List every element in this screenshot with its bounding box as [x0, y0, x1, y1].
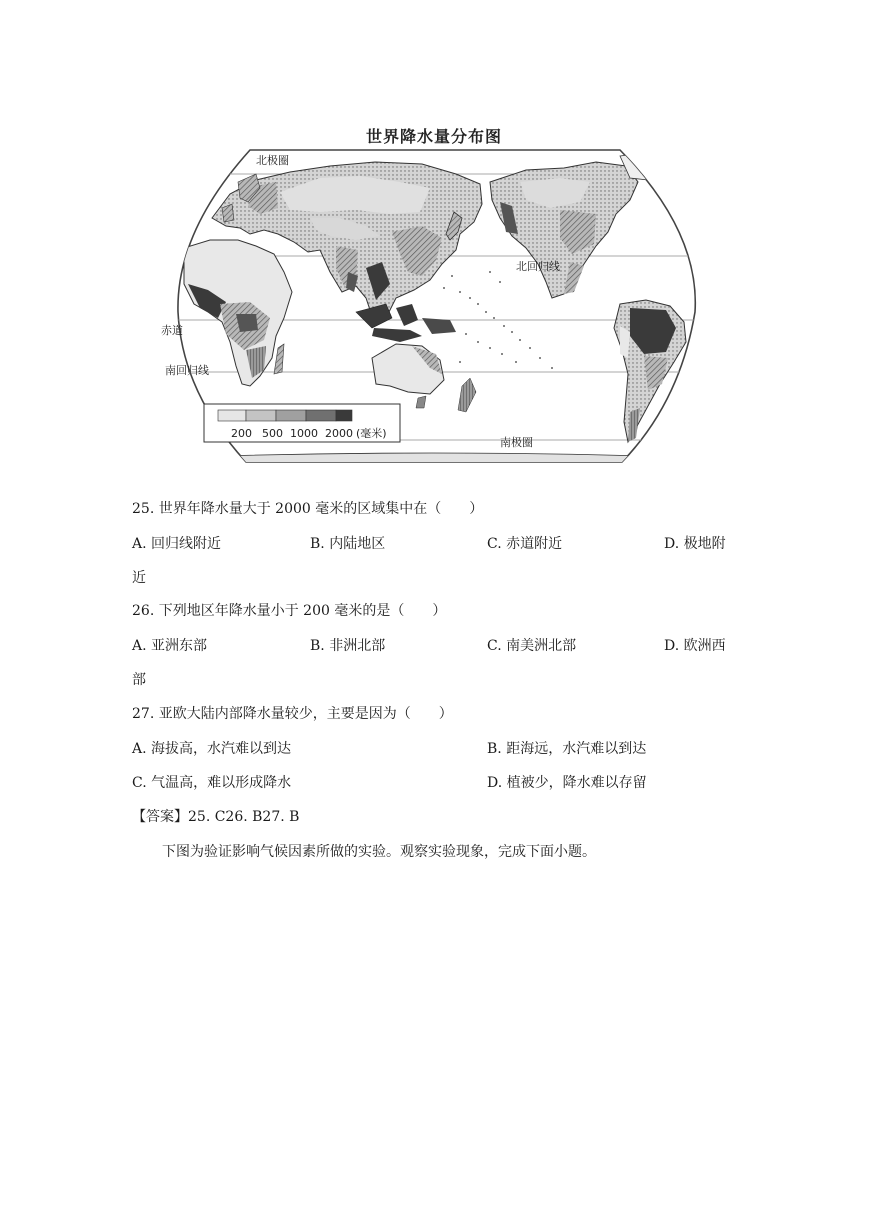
- question-25-option-d: D. 极地附: [664, 536, 726, 552]
- legend-swatch-lt200: [218, 410, 246, 421]
- question-26-option-d: D. 欧洲西: [664, 638, 726, 654]
- precipitation-map: [160, 122, 708, 468]
- question-27-option-b: B. 距海远，水汽难以到达: [487, 741, 647, 757]
- question-25-stem: 25. 世界年降水量大于 2000 毫米的区域集中在（ ）: [132, 501, 484, 517]
- legend-swatch-1000-2000: [306, 410, 336, 421]
- world-map-graphic: [160, 122, 708, 468]
- tropic-cancer-label: 北回归线: [516, 260, 560, 273]
- map-title: 世界降水量分布图: [365, 127, 502, 146]
- answer-line: 【答案】25. C26. B27. B: [132, 809, 300, 825]
- legend-swatch-200-500: [246, 410, 276, 421]
- question-26-option-a: A. 亚洲东部: [132, 638, 208, 654]
- equator-label: 赤道: [161, 324, 183, 337]
- legend-tick: 200: [231, 427, 252, 440]
- legend-tick: 2000: [325, 427, 353, 440]
- legend-tick: 500: [262, 427, 283, 440]
- antarctica-continent: [160, 453, 708, 468]
- legend-unit: (毫米): [356, 427, 387, 440]
- legend-tick: 1000: [290, 427, 318, 440]
- question-26-option-d-wrap: 部: [132, 672, 146, 688]
- question-27-option-a: A. 海拔高，水汽难以到达: [132, 741, 292, 757]
- arctic-circle-label: 北极圈: [256, 154, 289, 167]
- legend-swatch-500-1000: [276, 410, 306, 421]
- question-25-option-c: C. 赤道附近: [487, 536, 563, 552]
- question-27-stem: 27. 亚欧大陆内部降水量较少，主要是因为（ ）: [132, 706, 453, 722]
- question-26-option-c: C. 南美洲北部: [487, 638, 577, 654]
- next-section-intro: 下图为验证影响气候因素所做的实验。观察实验现象，完成下面小题。: [162, 844, 596, 860]
- antarctic-circle-label: 南极圈: [500, 436, 533, 449]
- question-25-option-b: B. 内陆地区: [310, 536, 386, 552]
- question-27-option-c: C. 气温高，难以形成降水: [132, 775, 292, 791]
- map-legend: [204, 404, 400, 442]
- question-25-option-a: A. 回归线附近: [132, 536, 222, 552]
- question-26-stem: 26. 下列地区年降水量小于 200 毫米的是（ ）: [132, 603, 447, 619]
- tropic-capricorn-label: 南回归线: [165, 364, 209, 377]
- question-27-option-d: D. 植被少，降水难以存留: [487, 775, 647, 791]
- legend-swatch-gt2000: [336, 410, 352, 421]
- question-25-option-d-wrap: 近: [132, 570, 146, 586]
- question-26-option-b: B. 非洲北部: [310, 638, 386, 654]
